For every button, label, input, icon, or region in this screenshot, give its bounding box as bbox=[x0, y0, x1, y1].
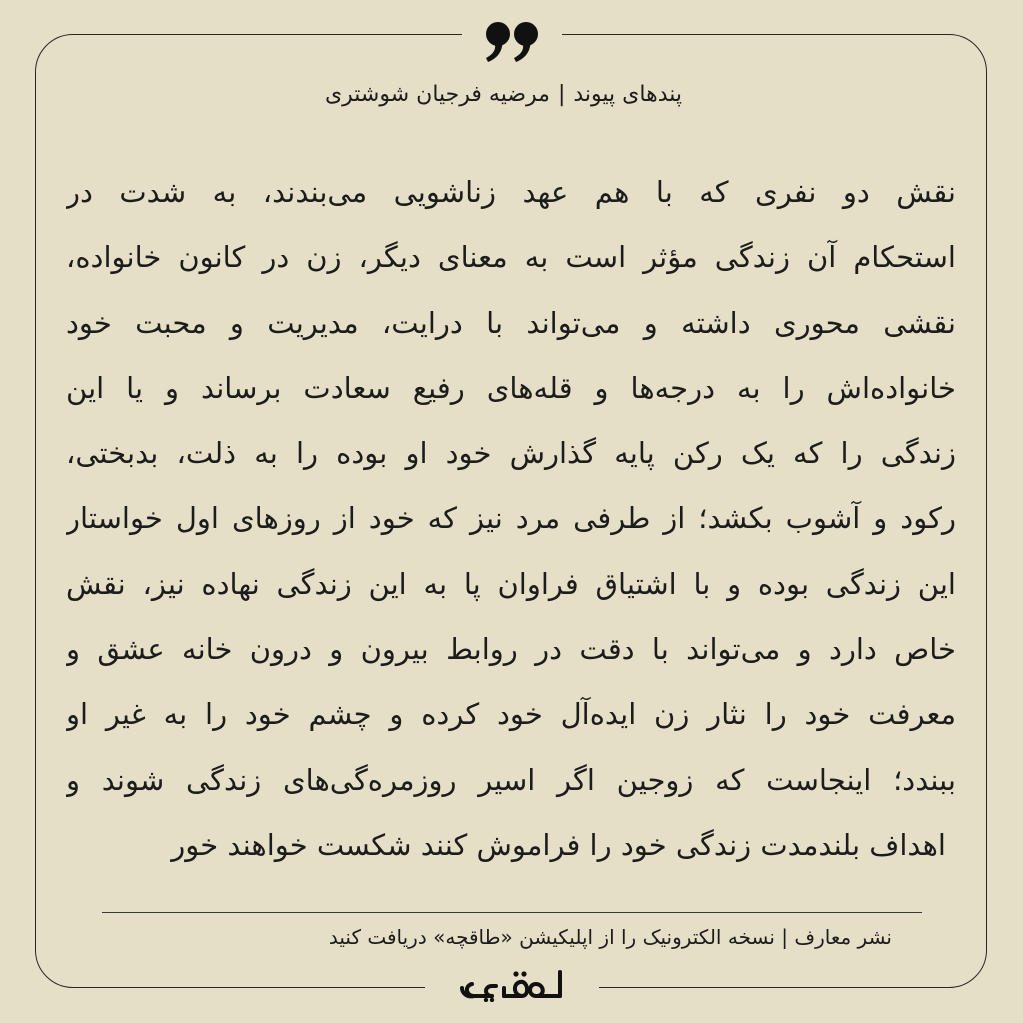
quote-line: ببندد؛ اینجاست که زوجین اگر اسیر روزمره‌گی‌های زندگی شوند و bbox=[66, 762, 956, 797]
quote-line: زندگی را که یک رکن پایه گذارش خود او بوده را به ذلت، بدبختی، bbox=[66, 436, 956, 471]
footer-divider bbox=[102, 912, 922, 913]
quote-line: خانواده‌اش را به درجه‌ها و قله‌های رفیع سعادت برساند و یا این bbox=[66, 370, 956, 405]
book-title: پندهای پیوند bbox=[573, 82, 682, 107]
taaghche-logo-mark bbox=[456, 966, 568, 1002]
footer-note: نشر معارف | نسخه الکترونیک را از اپلیکیشن «طاقچه» دریافت کنید bbox=[328, 925, 892, 949]
quote-line: رکود و آشوب بکشد؛ از طرفی مرد نیز که خود از روزهای اول خواستار bbox=[66, 501, 956, 536]
source-line bbox=[150, 78, 682, 112]
quote-line: این زندگی بوده و با اشتیاق فراوان پا به این زندگی نهاده نیز، نقش bbox=[66, 566, 956, 601]
quote-icon bbox=[480, 18, 544, 66]
quote-line: نقش دو نفری که با هم عهد زناشویی می‌بندند، به شدت در bbox=[66, 175, 956, 209]
taaghche-logo bbox=[452, 962, 572, 1006]
quote-line: خاص دارد و می‌تواند با دقت در روابط بیرون و درون خانه عشق و bbox=[66, 632, 956, 667]
quote-line: نقشی محوری داشته و می‌تواند با درایت، مدیریت و محبت خود bbox=[66, 305, 956, 340]
quote-line: معرفت خود را نثار زن ایده‌آل خود کرده و چشم خود را به غیر او bbox=[66, 697, 956, 732]
quote-body bbox=[66, 160, 956, 878]
source-separator: | bbox=[557, 82, 566, 107]
quote-line: اهداف بلندمدت زندگی خود را فراموش کنند شکست خواهند خور bbox=[171, 827, 946, 862]
quote-line: استحکام آن زندگی مؤثر است به معنای دیگر، زن در کانون خانواده، bbox=[66, 240, 956, 275]
author-name: مرضیه فرجیان شوشتری bbox=[324, 82, 550, 107]
